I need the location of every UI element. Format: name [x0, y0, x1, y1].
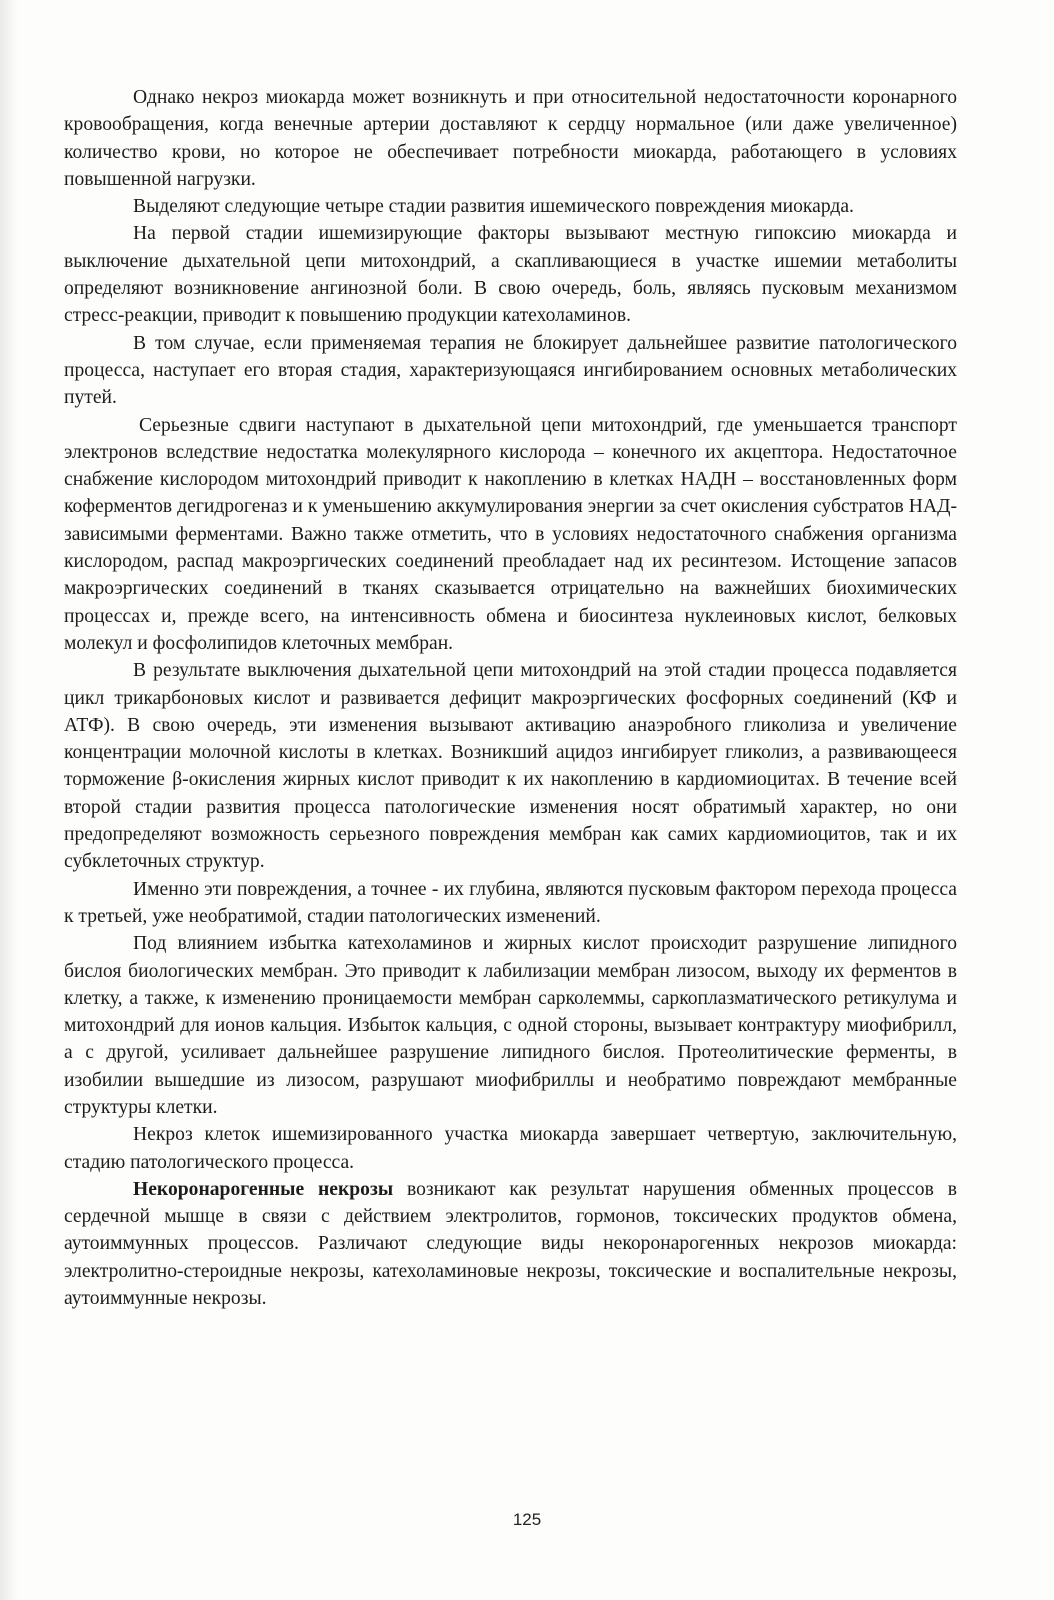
paragraph: Однако некроз миокарда может возникнуть и при относительной недостаточности коронарного кровообращения, когда венечные артерии доставляют к сердцу нормальное (или даже увеличенное) количество крови, но которое не обеспечивает потребности миокарда, работающего в условиях повышенной нагрузки. [64, 87, 957, 190]
paragraph: В результате выключения дыхательной цепи митохондрий на этой стадии процесса подавляется цикл трикарбоновых кислот и развивается дефицит макроэргических фосфорных соединений (КФ и АТФ). В свою очередь, эти изменения вызывают активацию анаэробного гликолиза и увеличение концентрации молочной кислоты в клетках. Возникший ацидоз ингибирует гликолиз, а развивающееся торможение β-окисления жирных кислот приводит к их накоплению в кардиомиоцитах. В течение всей второй стадии развития процесса патологические изменения носят обратимый характер, но они предопределяют возможность серьезного повреждения мембран как самих кардиомиоцитов, так и их субклеточных структур. [64, 660, 957, 873]
paragraph-last [64, 1176, 957, 1312]
paragraph: Выделяют следующие четыре стадии развития ишемического повреждения миокарда. [133, 196, 854, 218]
paragraph: На первой стадии ишемизирующие факторы вызывают местную гипоксию миокарда и выключение дыхательной цепи митохондрий, а скапливающиеся в участке ишемии метаболиты определяют возникновение ангинозной боли. В свою очередь, боль, являясь пусковым механизмом стресс-реакции, приводит к повышению продукции катехоламинов. [64, 223, 957, 327]
paragraph: В том случае, если применяемая терапия не блокирует дальнейшее развитие патологического процесса, наступает его вторая стадия, характеризующаяся ингибированием основных метаболических путей. [64, 332, 957, 409]
paragraph: Серьезные сдвиги наступают в дыхательной цепи митохондрий, где уменьшается транспорт электронов вследствие недостатка молекулярного кислорода – конечного их акцептора. Недостаточное снабжение кислородом митохондрий приводит к накоплению в клетках НАДН – восстановленных форм коферментов дегидрогеназ и к уменьшению аккумулирования энергии за счет окисления субстратов НАД-зависимыми ферментами. Важно также отметить, что в условиях недостаточного снабжения организма кислородом, распад макроэргических соединений преобладает над их ресинтезом. Истощение запасов макроэргических соединений в тканях сказывается отрицательно на важнейших биохимических процессах и, прежде всего, на интенсивность обмена и биосинтеза нуклеиновых кислот, белковых молекул и фосфолипидов клеточных мембран. [64, 414, 957, 654]
body-text [64, 84, 957, 1312]
paragraph: Именно эти повреждения, а точнее - их глубина, являются пусковым фактором перехода процесса к третьей, уже необратимой, стадии патологических изменений. [64, 878, 957, 927]
bold-term: Некоронарогенные некрозы [133, 1178, 394, 1200]
page-edge-shadow [0, 0, 18, 1600]
paragraph: Некроз клеток ишемизированного участка миокарда завершает четвертую, заключительную, стадию патологического процесса. [64, 1124, 957, 1173]
paragraph-rest: возникают как результат нарушения обменных процессов в сердечной мышце в связи с действием электролитов, гормонов, токсических продуктов обмена, аутоиммунных процессов. Различают следующие виды некоронарогенных некрозов миокарда: электролитно-стероидные некрозы, катехоламиновые некрозы, токсические и воспалительные некрозы, аутоиммунные некрозы. [64, 1178, 957, 1310]
paragraph: Под влиянием избытка катехоламинов и жирных кислот происходит разрушение липидного бислоя биологических мембран. Это приводит к лабилизации мембран лизосом, выходу их ферментов в клетку, а также, к изменению проницаемости мембран сарколеммы, саркоплазматического ретикулума и митохондрий для ионов кальция. Избыток кальция, с одной стороны, вызывает контрактуру миофибрилл, а с другой, усиливает дальнейшее разрушение липидного бислоя. Протеолитические ферменты, в изобилии вышедшие из лизосом, разрушают миофибриллы и необратимо повреждают мембранные структуры клетки. [64, 933, 957, 1118]
page-number: 125 [512, 1510, 542, 1529]
